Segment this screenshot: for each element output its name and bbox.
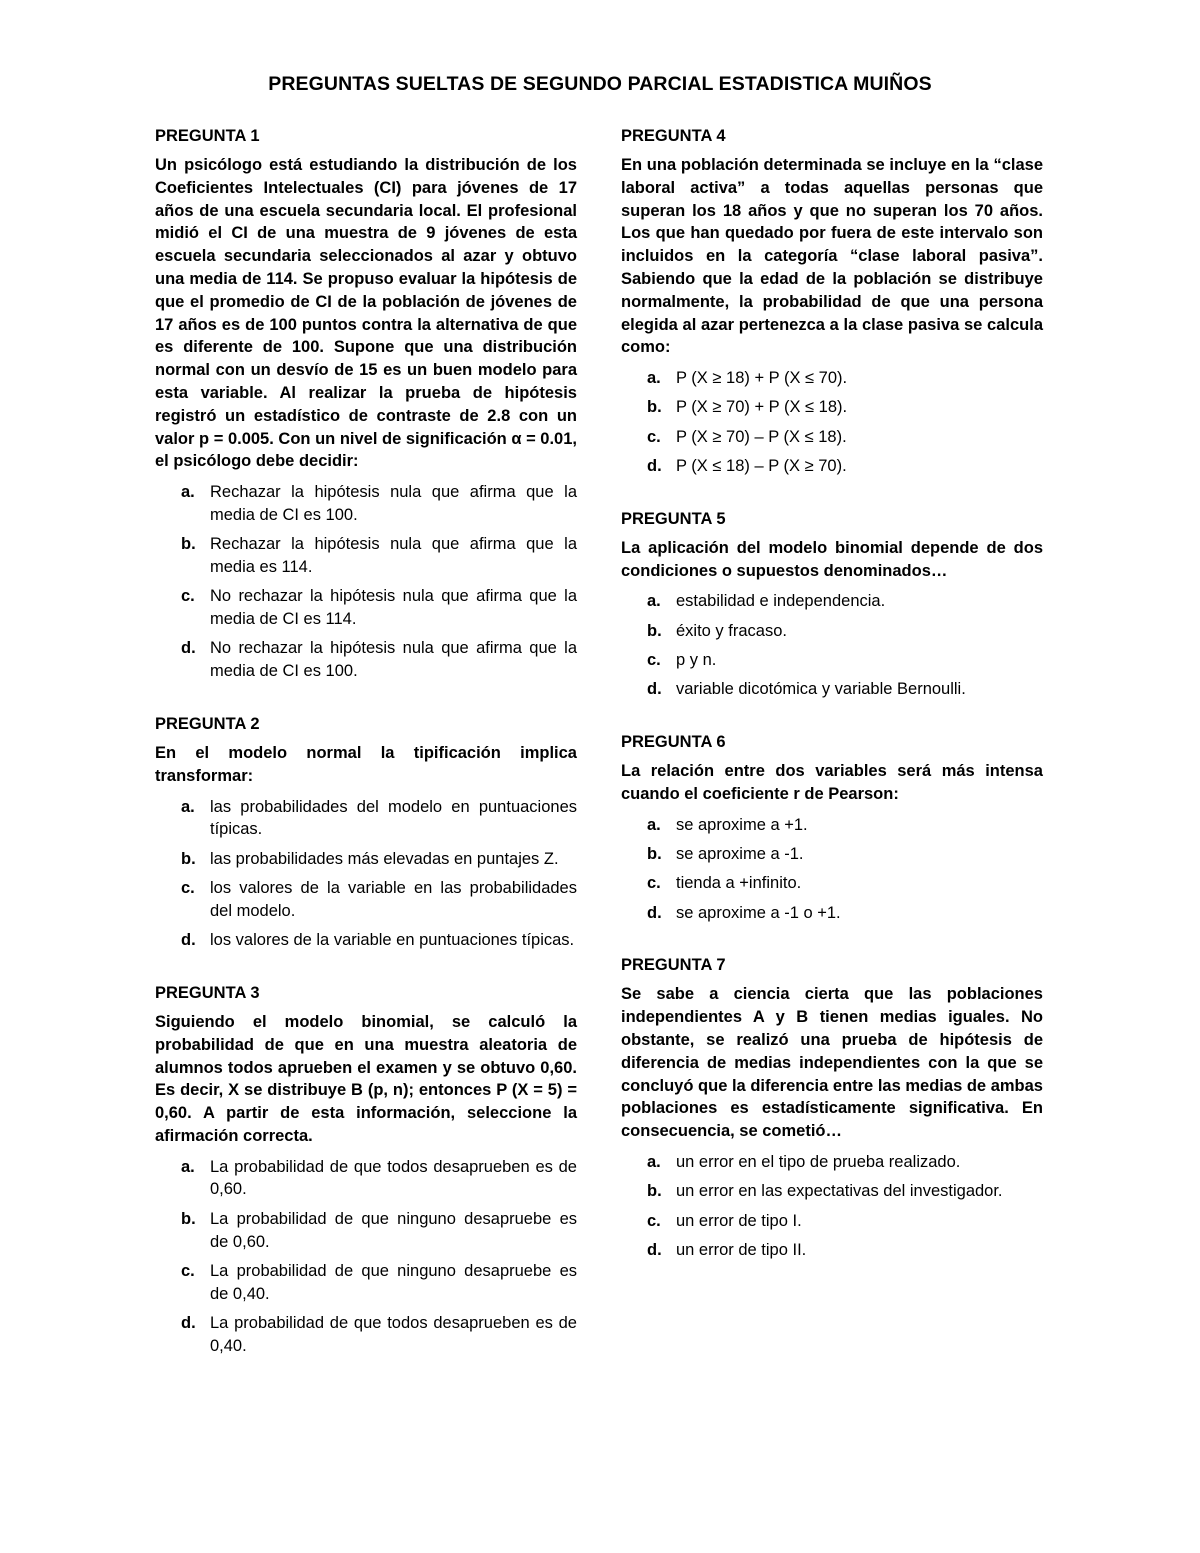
option-a (155, 796, 577, 842)
option-d (621, 455, 1043, 478)
question-5 (621, 508, 1043, 701)
option-c (621, 426, 1043, 449)
question-stem: La relación entre dos variables será más intensa cuando el coeficiente r de Pearson: (621, 762, 1043, 803)
option-letter: d. (181, 1313, 196, 1332)
option-text: La probabilidad de que todos desaprueben es de 0,40. (210, 1313, 577, 1355)
option-text: Rechazar la hipótesis nula que afirma que la media es 114. (210, 535, 577, 577)
option-letter: a. (647, 815, 661, 834)
option-text: La probabilidad de que todos desaprueben es de 0,60. (210, 1157, 577, 1199)
question-stem: Un psicólogo está estudiando la distribución de los Coeficientes Intelectuales (CI) para jóvenes de 17 años de una escuela secundaria local. El profesional midió el CI de una muestra de 9 jóvenes de esta escuela secundaria seleccionados al azar y obtuvo una media de 114. Se propuso evaluar la hipótesis de que el promedio de CI de la población de jóvenes de 17 años es de 100 puntos contra la alternativa de que es diferente de 100. Supone que una distribución normal con un desvío de 15 es un buen modelo para esta variable. Al realizar la prueba de hipótesis registró un estadístico de contraste de 2.8 con un valor p = 0.005. Con un nivel de significación α = 0.01, el psicólogo debe decidir: (155, 156, 577, 471)
options-list (621, 590, 1043, 701)
question-label: PREGUNTA 7 (621, 956, 726, 975)
question-2 (155, 713, 577, 952)
options-list (621, 1151, 1043, 1262)
option-b (621, 396, 1043, 419)
option-b (621, 1180, 1043, 1203)
question-6 (621, 731, 1043, 924)
option-text: los valores de la variable en puntuaciones típicas. (210, 931, 575, 950)
question-stem: Siguiendo el modelo binomial, se calculó la probabilidad de que en una muestra aleatoria de alumnos todos aprueben el examen y se obtuvo 0,60. Es decir, X se distribuye B (p, n); entonces P (X = 5) = 0,60. A partir de esta información, seleccione la afirmación correcta. (155, 1012, 577, 1145)
option-b (621, 843, 1043, 866)
option-letter: d. (647, 457, 662, 476)
question-label: PREGUNTA 2 (155, 715, 260, 734)
option-letter: c. (181, 879, 195, 898)
option-text: un error en el tipo de prueba realizado. (676, 1153, 961, 1171)
option-text: No rechazar la hipótesis nula que afirma que la media de CI es 100. (210, 639, 577, 681)
option-letter: b. (181, 1209, 196, 1228)
option-text: se aproxime a +1. (676, 815, 808, 834)
option-c (621, 1210, 1043, 1233)
question-stem: Se sabe a ciencia cierta que las poblaciones independientes A y B tienen medias iguales. No obstante, se realizó una prueba de hipótesis de diferencia de medias independientes con la que se concluyó que la diferencia entre las medias de ambas poblaciones es estadísticamente significativa. En consecuencia, se cometió… (621, 985, 1043, 1141)
option-letter: d. (647, 903, 662, 922)
right-column (621, 125, 1043, 1292)
options-list (621, 814, 1043, 925)
option-letter: b. (647, 845, 662, 864)
option-b (155, 533, 577, 579)
option-letter: a. (181, 483, 195, 502)
option-letter: c. (647, 1211, 661, 1230)
option-text: éxito y fracaso. (676, 621, 787, 640)
option-a (155, 481, 577, 527)
option-letter: c. (647, 427, 661, 446)
option-text: un error de tipo II. (676, 1240, 807, 1259)
option-text: un error en las expectativas del investigador. (676, 1182, 1003, 1201)
option-text: los valores de la variable en las probabilidades del modelo. (210, 879, 577, 920)
option-text: tienda a +infinito. (676, 874, 802, 893)
document-title: PREGUNTAS SUELTAS DE SEGUNDO PARCIAL ESTADISTICA MUIÑOS (268, 73, 932, 95)
option-letter: c. (181, 587, 195, 606)
question-stem: La aplicación del modelo binomial depende de dos condiciones o supuestos denominados… (621, 538, 1043, 580)
option-letter: b. (181, 535, 196, 554)
question-stem: En una población determinada se incluye en la “clase laboral activa” a todas aquellas personas que superan los 18 años y que no superan los 70 años. Los que han quedado por fuera de este intervalo son incluidos en la categoría “clase laboral pasiva”. Sabiendo que la edad de la población se distribuye normalmente, la probabilidad de que una persona elegida al azar pertenezca a la clase pasiva se calcula como: (621, 156, 1043, 357)
option-letter: a. (647, 592, 661, 611)
option-letter: b. (647, 1182, 662, 1201)
option-text: Rechazar la hipótesis nula que afirma que la media de CI es 100. (210, 483, 577, 524)
option-letter: b. (647, 621, 662, 640)
option-text: las probabilidades más elevadas en puntajes Z. (210, 849, 559, 868)
option-d (621, 678, 1043, 701)
option-letter: a. (647, 1153, 661, 1171)
option-a (621, 814, 1043, 837)
option-letter: a. (181, 1157, 195, 1176)
option-a (621, 590, 1043, 613)
question-stem: En el modelo normal la tipificación implica transformar: (155, 744, 577, 785)
option-text: p y n. (676, 651, 717, 670)
option-b (621, 620, 1043, 643)
options-list (155, 1156, 577, 1358)
option-letter: c. (647, 874, 661, 893)
option-text: se aproxime a -1. (676, 845, 804, 864)
option-text: se aproxime a -1 o +1. (676, 903, 841, 922)
option-text: La probabilidad de que ninguno desapruebe es de 0,60. (210, 1209, 577, 1251)
option-d (155, 637, 577, 683)
options-list (155, 481, 577, 683)
question-label: PREGUNTA 3 (155, 983, 260, 1002)
option-letter: c. (181, 1261, 195, 1280)
option-letter: a. (181, 797, 195, 816)
option-d (621, 902, 1043, 925)
option-a (621, 367, 1043, 390)
option-letter: b. (647, 398, 662, 417)
question-label: PREGUNTA 4 (621, 127, 726, 145)
left-column (155, 125, 577, 1388)
option-text: P (X ≥ 18) + P (X ≤ 70). (676, 369, 848, 388)
option-text: variable dicotómica y variable Bernoulli. (676, 680, 966, 699)
option-letter: d. (647, 1240, 662, 1259)
option-a (621, 1151, 1043, 1174)
option-letter: a. (647, 369, 661, 388)
option-c (621, 649, 1043, 672)
option-text: La probabilidad de que ninguno desapruebe es de 0,40. (210, 1261, 577, 1303)
option-d (155, 1312, 577, 1358)
option-text: P (X ≤ 18) – P (X ≥ 70). (676, 457, 847, 476)
option-d (155, 929, 577, 952)
option-text: P (X ≥ 70) + P (X ≤ 18). (676, 398, 848, 417)
option-letter: b. (181, 849, 196, 868)
question-7 (621, 954, 1043, 1261)
options-list (155, 796, 577, 952)
option-text: P (X ≥ 70) – P (X ≤ 18). (676, 427, 847, 446)
options-list (621, 367, 1043, 478)
option-c (621, 872, 1043, 895)
option-c (155, 1260, 577, 1306)
question-4 (621, 125, 1043, 478)
option-d (621, 1239, 1043, 1262)
question-label: PREGUNTA 6 (621, 733, 726, 752)
option-letter: c. (647, 651, 661, 670)
question-label: PREGUNTA 1 (155, 127, 260, 145)
question-1 (155, 125, 577, 683)
option-c (155, 877, 577, 923)
option-letter: d. (181, 639, 196, 658)
option-a (155, 1156, 577, 1202)
question-label: PREGUNTA 5 (621, 509, 726, 528)
option-letter: d. (181, 931, 196, 950)
option-text: las probabilidades del modelo en puntuaciones típicas. (210, 797, 577, 839)
option-text: No rechazar la hipótesis nula que afirma que la media de CI es 114. (210, 587, 577, 629)
option-c (155, 585, 577, 631)
option-text: un error de tipo I. (676, 1211, 802, 1230)
option-letter: d. (647, 680, 662, 699)
option-text: estabilidad e independencia. (676, 592, 886, 611)
option-b (155, 1208, 577, 1254)
question-3 (155, 982, 577, 1358)
option-b (155, 848, 577, 871)
